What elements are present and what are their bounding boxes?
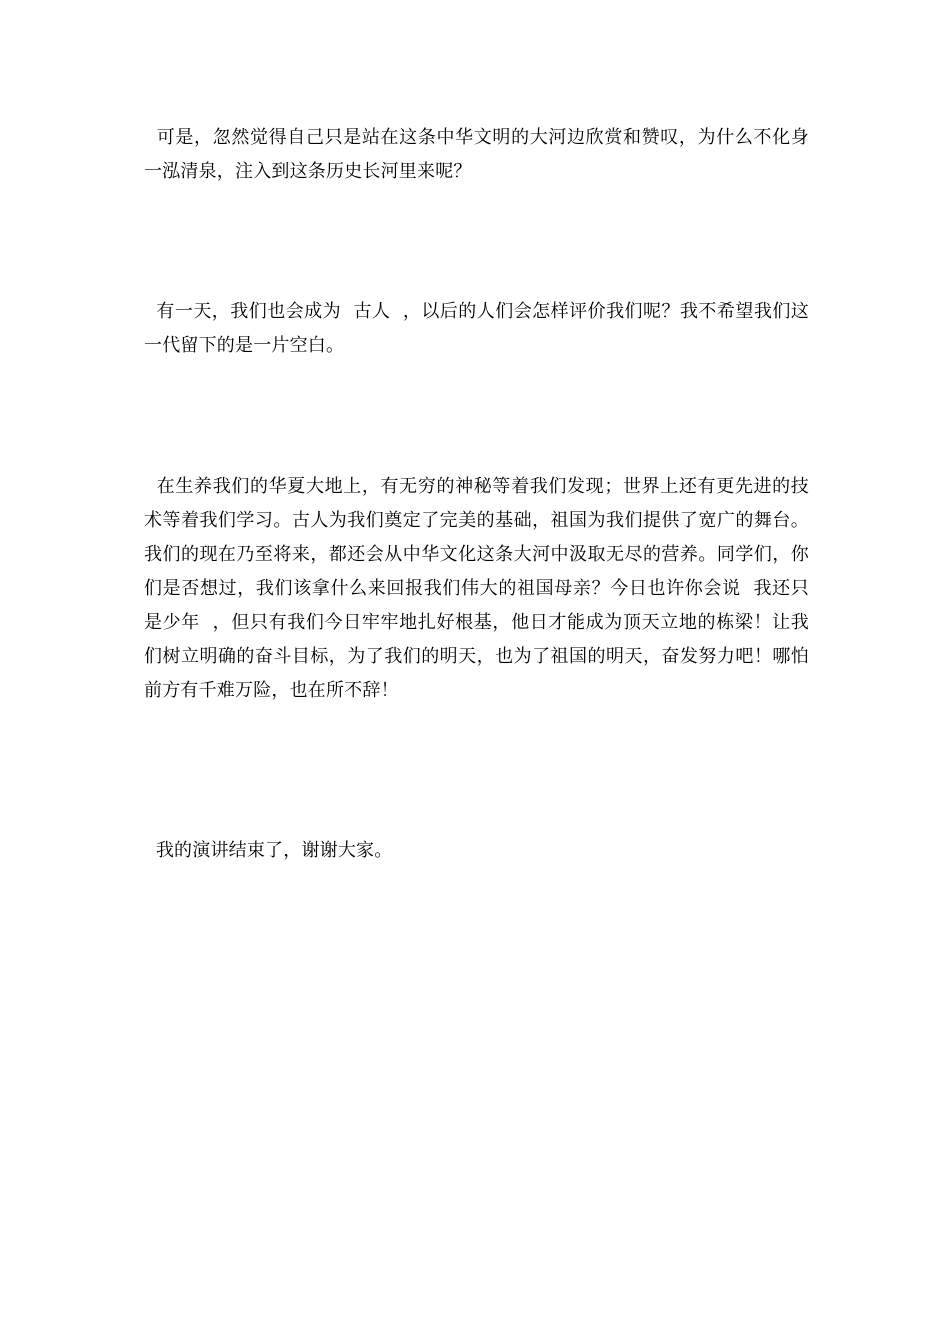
paragraph-3: 在生养我们的华夏大地上，有无穷的神秘等着我们发现；世界上还有更先进的技术等着我们学习。古人为我们奠定了完美的基础，祖国为我们提供了宽广的舞台。我们的现在乃至将来，都还会从中华文化这条大河中汲取无尽的营养。同学们，你们是否想过，我们该拿什么来回报我们伟大的祖国母亲？今日也许你会说 我还只是少年 ，但只有我们今日牢牢地扎好根基，他日才能成为顶天立地的栋梁！让我们树立明确的奋斗目标，为了我们的明天，也为了祖国的明天，奋发努力吧！哪怕前方有千难万险，也在所不辞！ <box>144 476 810 701</box>
paragraph-4: 我的演讲结束了，谢谢大家。 <box>144 840 393 861</box>
paragraph-2: 有一天，我们也会成为 古人 ，以后的人们会怎样评价我们呢？我不希望我们这一代留下的是一片空白。 <box>144 301 809 356</box>
paragraph-1: 可是，忽然觉得自己只是站在这条中华文明的大河边欣赏和赞叹，为什么不化身一泓清泉，注入到这条历史长河里来呢？ <box>144 127 810 182</box>
